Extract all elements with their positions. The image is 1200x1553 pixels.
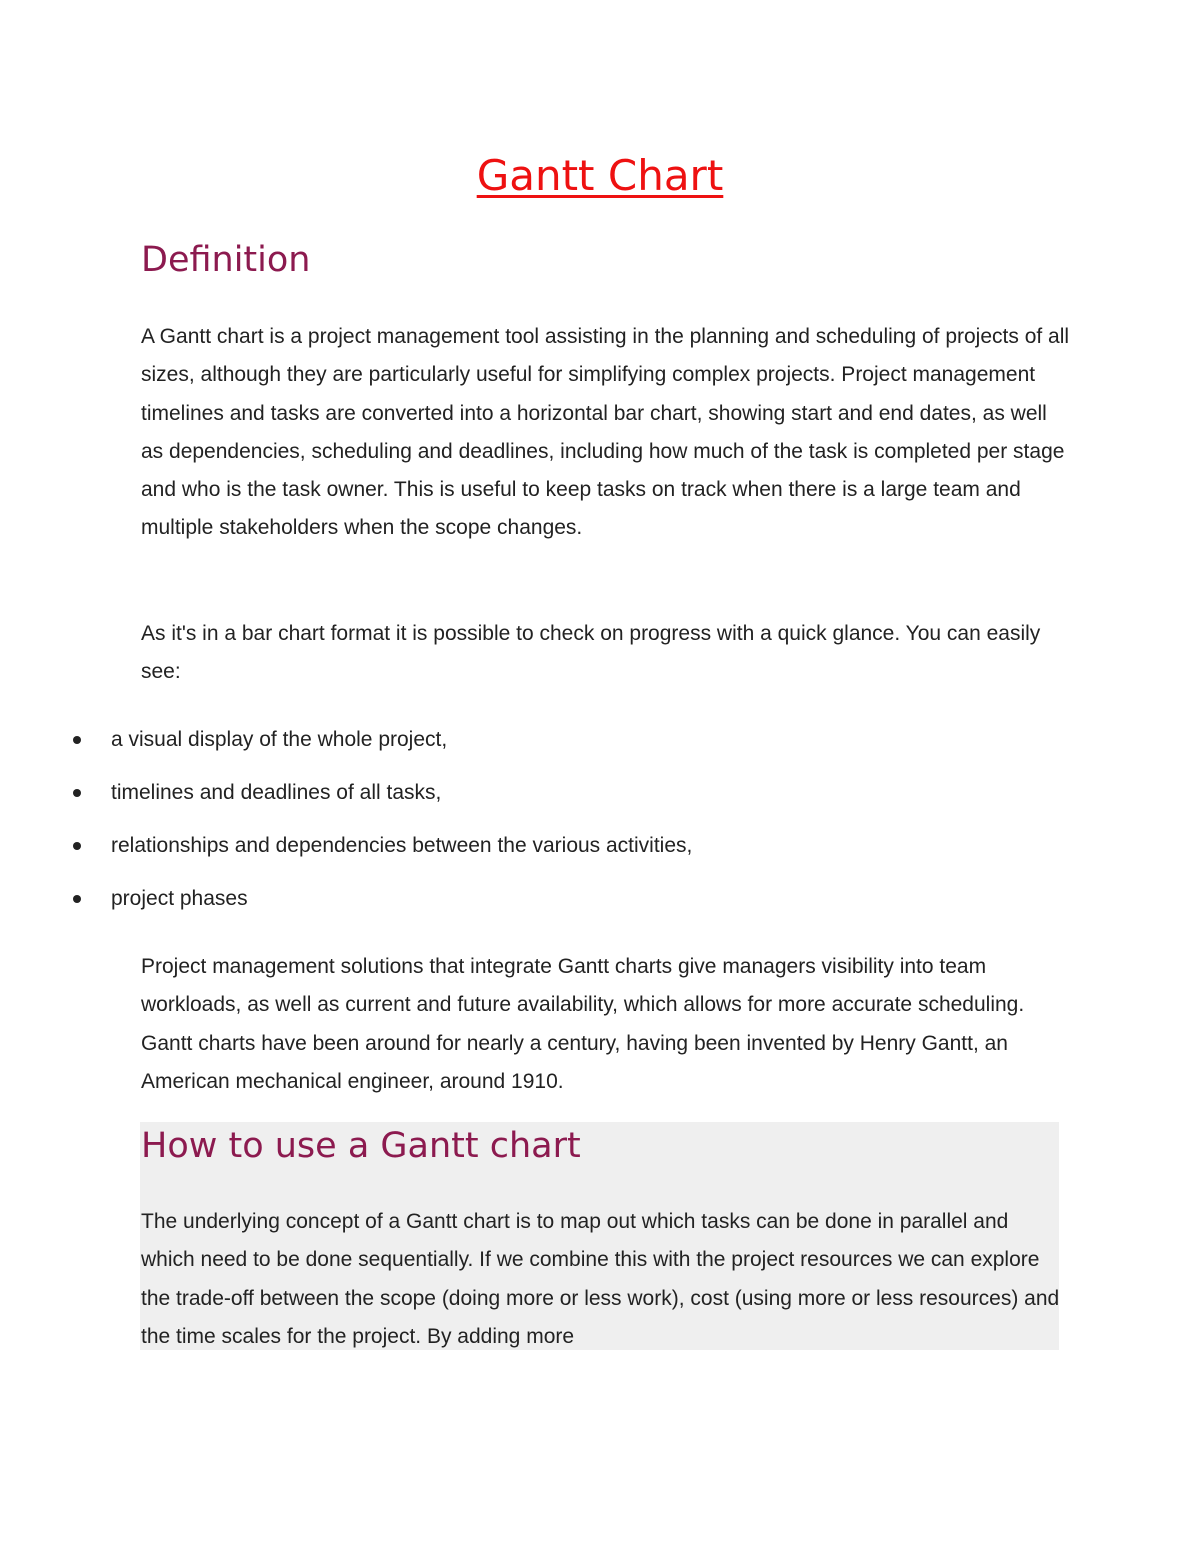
list-item <box>0 720 1100 760</box>
list-item-text: a visual display of the whole project, <box>111 728 448 751</box>
how-to-use-paragraph: The underlying concept of a Gantt chart is to map out which tasks can be done in parallel and which need to be done sequentially. If we combine this with the project resources we can explore the trade-off between the scope (doing more or less work), cost (using more or less resources) and the time scales for the project. By adding more <box>141 1210 1060 1348</box>
list-item-text: project phases <box>111 887 248 910</box>
heading-how-to-use: How to use a Gantt chart <box>141 1126 581 1166</box>
bullet-icon <box>73 789 81 797</box>
list-item <box>0 773 1100 813</box>
bar-chart-paragraph: As it's in a bar chart format it is possible to check on progress with a quick glance. You can easily see: <box>141 622 1041 684</box>
history-paragraph: Project management solutions that integrate Gantt charts give managers visibility into team workloads, as well as current and future availability, which allows for more accurate scheduling. Gantt charts have been around for nearly a century, having been invented by Henry Gantt, an American mechanical engineer, around 1910. <box>141 955 1025 1093</box>
list-item <box>0 879 1100 919</box>
document-title: Gantt Chart <box>476 151 724 200</box>
bullet-icon <box>73 842 81 850</box>
heading-definition: Definition <box>141 240 311 280</box>
list-item <box>0 826 1100 866</box>
list-item-text: relationships and dependencies between the various activities, <box>111 834 693 857</box>
bullet-icon <box>73 895 81 903</box>
list-item-text: timelines and deadlines of all tasks, <box>111 781 442 804</box>
bullet-icon <box>73 736 81 744</box>
definition-paragraph: A Gantt chart is a project management tool assisting in the planning and scheduling of projects of all sizes, although they are particularly useful for simplifying complex projects. Project management timelines and tasks are converted into a horizontal bar chart, showing start and end dates, as well as dependencies, scheduling and deadlines, including how much of the task is completed per stage and who is the task owner. This is useful to keep tasks on track when there is a large team and multiple stakeholders when the scope changes. <box>141 325 1070 540</box>
